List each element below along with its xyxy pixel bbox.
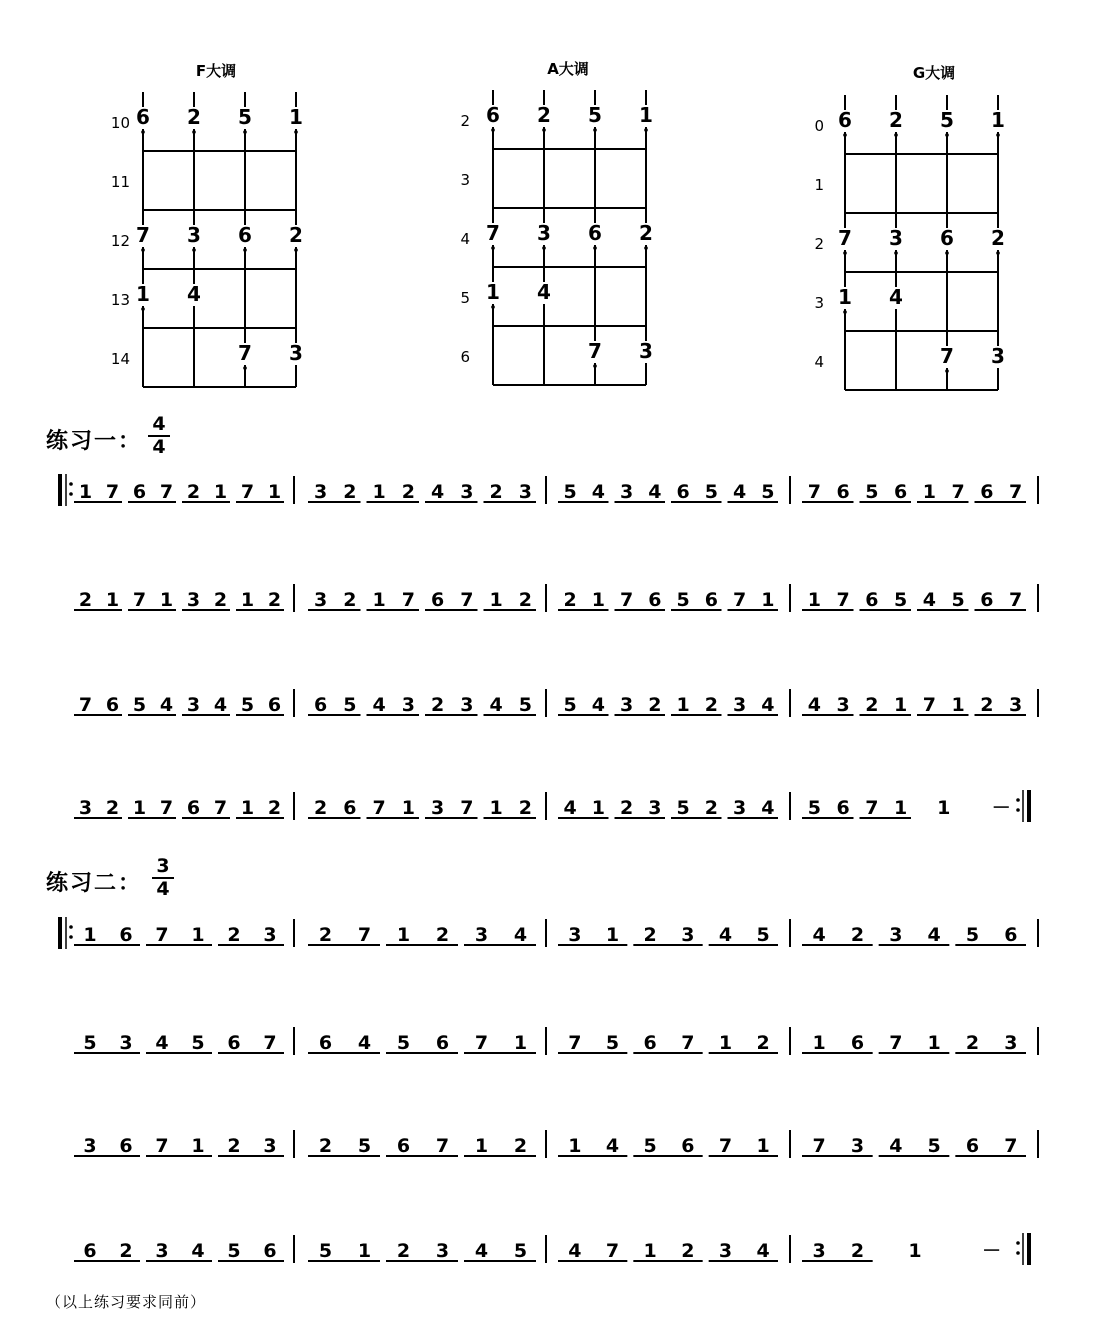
score-note: 2 [318, 1135, 333, 1157]
score-note: 7 [865, 797, 879, 819]
score-note: 4 [591, 481, 605, 503]
score-note: 6 [643, 1032, 657, 1054]
repeat-dot [1016, 808, 1020, 812]
score-note: 5 [513, 1240, 528, 1262]
score-note: 3 [1004, 1032, 1018, 1054]
score-note: 6 [704, 589, 718, 611]
score-note: 4 [474, 1240, 489, 1262]
fret-number: 13 [110, 291, 130, 309]
time-bottom: 4 [152, 436, 166, 458]
score-note: 6 [318, 1032, 333, 1054]
score-note: 5 [132, 694, 147, 716]
score-note: 6 [227, 1032, 241, 1054]
score-note: 1 [240, 797, 255, 819]
note-number: 5 [238, 105, 252, 129]
note-number: 7 [238, 341, 252, 365]
fret-number: 10 [110, 114, 130, 132]
score-note: 5 [894, 589, 908, 611]
note-number: 1 [289, 105, 303, 129]
repeat-dot [1016, 1251, 1020, 1255]
score-note: － [982, 1240, 1002, 1262]
score-note: 1 [718, 1032, 733, 1054]
score-note: 7 [460, 589, 474, 611]
score-note: 4 [591, 694, 605, 716]
score-note: 1 [591, 797, 605, 819]
score-note: 4 [761, 694, 775, 716]
note-number: 7 [588, 339, 602, 363]
score-note: 3 [812, 1240, 826, 1262]
fret-number: 3 [460, 171, 470, 189]
score-note: 6 [435, 1032, 450, 1054]
score-note: 6 [836, 481, 850, 503]
score-note: 7 [718, 1135, 733, 1157]
score-note: 7 [460, 797, 474, 819]
score-note: 7 [889, 1032, 903, 1054]
score-note: 5 [676, 797, 690, 819]
score-note: 2 [435, 924, 450, 946]
score-note: 2 [401, 481, 415, 503]
score-note: 1 [761, 589, 775, 611]
score-note: 5 [83, 1032, 97, 1054]
score-note: 6 [186, 797, 201, 819]
score-note: 4 [431, 481, 445, 503]
score-note: 2 [681, 1240, 695, 1262]
note-number: 1 [639, 103, 653, 127]
score-note: 3 [836, 694, 850, 716]
score-note: 2 [643, 924, 657, 946]
score-note: 4 [213, 694, 228, 716]
score-note: 3 [889, 924, 903, 946]
score-note: 5 [761, 481, 775, 503]
score-note: 2 [865, 694, 879, 716]
score-note: 4 [648, 481, 662, 503]
score-note: 5 [704, 481, 718, 503]
score-note: 4 [563, 797, 577, 819]
score-note: 1 [489, 797, 503, 819]
score-note: 6 [980, 589, 994, 611]
score-note: 3 [620, 481, 634, 503]
score-note: 3 [850, 1135, 865, 1157]
score-note: 2 [105, 797, 120, 819]
score-note: 3 [568, 924, 582, 946]
note-number: 6 [136, 105, 150, 129]
score-note: 7 [681, 1032, 695, 1054]
note-number: 1 [136, 282, 150, 306]
score-note: 4 [922, 589, 936, 611]
repeat-dot [69, 925, 73, 929]
fret-number: 4 [814, 353, 824, 371]
score-note: 7 [620, 589, 634, 611]
score-note: 2 [119, 1240, 133, 1262]
note-number: 7 [486, 221, 500, 245]
note-number: 5 [940, 108, 954, 132]
note-number: 4 [187, 282, 201, 306]
score-note: 3 [1009, 694, 1023, 716]
score-note: 3 [460, 481, 474, 503]
score-note: 4 [489, 694, 503, 716]
fret-number: 12 [110, 232, 130, 250]
score-note: 1 [489, 589, 503, 611]
score-note: 7 [159, 797, 174, 819]
score-note: 7 [155, 924, 169, 946]
time-bottom: 4 [156, 878, 170, 900]
score-note: 3 [431, 797, 445, 819]
score-note: 4 [733, 481, 747, 503]
note-number: 3 [639, 339, 653, 363]
score-note: 3 [119, 1032, 133, 1054]
fret-number: 2 [814, 235, 824, 253]
score-note: 1 [474, 1135, 489, 1157]
score-note: 2 [318, 924, 333, 946]
score-note: 3 [401, 694, 415, 716]
score-note: 4 [357, 1032, 372, 1054]
score-note: 2 [396, 1240, 411, 1262]
note-number: 2 [639, 221, 653, 245]
score-note: 5 [357, 1135, 372, 1157]
score-note: 3 [681, 924, 695, 946]
note-number: 1 [838, 285, 852, 309]
score-note: 3 [435, 1240, 450, 1262]
score-note: 2 [227, 1135, 241, 1157]
note-number: 2 [991, 226, 1005, 250]
score-note: 3 [263, 1135, 277, 1157]
score-note: 6 [980, 481, 994, 503]
score-note: 6 [314, 694, 328, 716]
note-number: 6 [940, 226, 954, 250]
score-note: 7 [240, 481, 255, 503]
score-note: 1 [159, 589, 174, 611]
score-note: 6 [105, 694, 120, 716]
score-note: 1 [357, 1240, 372, 1262]
score-note: 3 [620, 694, 634, 716]
score-note: 6 [132, 481, 147, 503]
score-note: 2 [756, 1032, 770, 1054]
score-note: 2 [850, 924, 865, 946]
fret-number: 3 [814, 294, 824, 312]
score-note: 4 [889, 1135, 903, 1157]
score-note: 4 [718, 924, 733, 946]
score-note: 4 [159, 694, 174, 716]
score-note: 2 [213, 589, 228, 611]
score-note: 3 [474, 924, 489, 946]
fret-number: 2 [460, 112, 470, 130]
score-note: 4 [191, 1240, 205, 1262]
score-note: 1 [267, 481, 282, 503]
score-note: 4 [927, 924, 941, 946]
score-note: 7 [1009, 481, 1023, 503]
score-note: 1 [105, 589, 120, 611]
time-top: 4 [152, 413, 166, 435]
note-number: 1 [991, 108, 1005, 132]
score-note: 3 [186, 694, 201, 716]
score-note: 1 [372, 589, 386, 611]
score-note: 6 [865, 589, 879, 611]
score-note: 7 [474, 1032, 489, 1054]
score-note: 1 [591, 589, 605, 611]
score-note: 2 [267, 589, 282, 611]
score-note: 5 [563, 481, 577, 503]
note-number: 7 [940, 344, 954, 368]
score-note: 4 [513, 924, 528, 946]
exercise-2-title: 练习二： [46, 871, 143, 896]
score-note: 3 [733, 797, 747, 819]
score-note: 5 [951, 589, 965, 611]
score-note: 5 [343, 694, 357, 716]
fret-number: 0 [814, 117, 824, 135]
score-note: 1 [812, 1032, 826, 1054]
score-note: 1 [894, 694, 908, 716]
score-note: 7 [357, 924, 372, 946]
score-note: 1 [513, 1032, 528, 1054]
score-note: 5 [318, 1240, 333, 1262]
score-note: 1 [922, 481, 936, 503]
score-note: 7 [568, 1032, 582, 1054]
score-note: 1 [191, 1135, 205, 1157]
score-note: 7 [105, 481, 120, 503]
score-note: 1 [240, 589, 255, 611]
score-note: 1 [894, 797, 908, 819]
score-note: 2 [850, 1240, 865, 1262]
score-note: 6 [119, 1135, 133, 1157]
note-number: 4 [889, 285, 903, 309]
score-note: 6 [836, 797, 850, 819]
fret-number: 6 [460, 348, 470, 366]
score-note: 2 [78, 589, 93, 611]
chart-title: G大调 [912, 64, 956, 82]
score-note: 2 [267, 797, 282, 819]
score-note: 1 [191, 924, 205, 946]
note-number: 3 [991, 344, 1005, 368]
note-number: 2 [187, 105, 201, 129]
score-note: 2 [343, 481, 357, 503]
score-note: 6 [965, 1135, 980, 1157]
fret-number: 11 [110, 173, 130, 191]
score-note: 1 [908, 1240, 922, 1262]
score-note: 3 [460, 694, 474, 716]
score-note: 3 [648, 797, 662, 819]
score-note: 5 [756, 924, 770, 946]
score-note: 2 [980, 694, 994, 716]
score-note: 6 [396, 1135, 411, 1157]
score-note: 2 [314, 797, 328, 819]
score-note: 7 [812, 1135, 826, 1157]
note-number: 6 [486, 103, 500, 127]
chart-title: A大调 [547, 60, 589, 78]
score-note: 2 [704, 797, 718, 819]
score-note: 4 [568, 1240, 582, 1262]
exercise-1-title: 练习一： [46, 429, 143, 454]
score-note: 1 [927, 1032, 941, 1054]
score-note: 4 [756, 1240, 770, 1262]
score-note: 4 [372, 694, 386, 716]
score-note: 3 [518, 481, 532, 503]
score-note: 4 [807, 694, 821, 716]
score-note: 1 [396, 924, 411, 946]
score-note: 5 [396, 1032, 411, 1054]
score-note: 4 [605, 1135, 620, 1157]
score-note: 3 [314, 481, 328, 503]
footnote: （以上练习要求同前） [46, 1293, 207, 1311]
score-note: 6 [850, 1032, 865, 1054]
score-note: 1 [78, 481, 93, 503]
score-note: 7 [951, 481, 965, 503]
score-note: 1 [213, 481, 228, 503]
score-note: 7 [435, 1135, 450, 1157]
score-note: 7 [78, 694, 93, 716]
score-note: 7 [401, 589, 415, 611]
score-note: 7 [263, 1032, 277, 1054]
score-note: 6 [343, 797, 357, 819]
score-note: 3 [314, 589, 328, 611]
score-note: 2 [563, 589, 577, 611]
score-note: 5 [865, 481, 879, 503]
score-note: 6 [894, 481, 908, 503]
score-note: 1 [568, 1135, 582, 1157]
score-note: 6 [1004, 924, 1018, 946]
note-number: 5 [588, 103, 602, 127]
score-note: 6 [83, 1240, 97, 1262]
score-note: 5 [563, 694, 577, 716]
score-note: 2 [343, 589, 357, 611]
score-note: 4 [155, 1032, 169, 1054]
score-note: 2 [227, 924, 241, 946]
score-note: 3 [186, 589, 201, 611]
fret-number: 1 [814, 176, 824, 194]
note-number: 2 [289, 223, 303, 247]
score-note: 5 [605, 1032, 620, 1054]
score-note: 7 [807, 481, 821, 503]
score-note: 5 [227, 1240, 241, 1262]
score-note: 1 [756, 1135, 770, 1157]
score-note: 1 [401, 797, 415, 819]
score-note: 1 [83, 924, 97, 946]
score-note: 5 [807, 797, 821, 819]
score-note: 2 [704, 694, 718, 716]
note-number: 6 [838, 108, 852, 132]
score-note: 7 [155, 1135, 169, 1157]
score-note: 5 [927, 1135, 941, 1157]
chart-title: F大调 [195, 62, 237, 80]
note-number: 7 [838, 226, 852, 250]
fret-number: 14 [110, 350, 130, 368]
score-note: 3 [78, 797, 93, 819]
score-note: 3 [263, 924, 277, 946]
note-number: 3 [537, 221, 551, 245]
score-note: 5 [191, 1032, 205, 1054]
score-note: 1 [132, 797, 147, 819]
score-note: 2 [489, 481, 503, 503]
score-note: 3 [733, 694, 747, 716]
score-note: 6 [267, 694, 282, 716]
score-note: 3 [155, 1240, 169, 1262]
note-number: 4 [537, 280, 551, 304]
note-number: 6 [238, 223, 252, 247]
score-note: 7 [159, 481, 174, 503]
repeat-dot [1016, 1241, 1020, 1245]
repeat-dot [69, 935, 73, 939]
note-number: 3 [289, 341, 303, 365]
note-number: 6 [588, 221, 602, 245]
score-note: 1 [372, 481, 386, 503]
note-number: 7 [136, 223, 150, 247]
score-note: 4 [761, 797, 775, 819]
score-note: 7 [1009, 589, 1023, 611]
score-note: 6 [648, 589, 662, 611]
score-note: 1 [676, 694, 690, 716]
time-top: 3 [156, 855, 170, 877]
score-note: 2 [965, 1032, 980, 1054]
score-note: 1 [951, 694, 965, 716]
score-note: 7 [922, 694, 936, 716]
score-note: 2 [518, 589, 532, 611]
score-note: 2 [648, 694, 662, 716]
score-note: 1 [643, 1240, 657, 1262]
note-number: 3 [889, 226, 903, 250]
score-note: 1 [807, 589, 821, 611]
repeat-dot [69, 482, 73, 486]
score-note: 2 [431, 694, 445, 716]
score-note: 7 [132, 589, 147, 611]
repeat-dot [69, 492, 73, 496]
score-note: 7 [372, 797, 386, 819]
score-note: 6 [681, 1135, 695, 1157]
fret-number: 4 [460, 230, 470, 248]
score-note: 6 [263, 1240, 277, 1262]
fret-number: 5 [460, 289, 470, 307]
score-note: 6 [119, 924, 133, 946]
score-note: 2 [620, 797, 634, 819]
score-note: 2 [513, 1135, 528, 1157]
score-note: 5 [643, 1135, 657, 1157]
score-note: 3 [83, 1135, 97, 1157]
score-note: 7 [1004, 1135, 1018, 1157]
score-note: 2 [186, 481, 201, 503]
note-number: 2 [889, 108, 903, 132]
score-note: 5 [240, 694, 255, 716]
score-note: 1 [605, 924, 620, 946]
score-note: 6 [676, 481, 690, 503]
score-note: 2 [518, 797, 532, 819]
note-number: 1 [486, 280, 500, 304]
score-note: 5 [965, 924, 980, 946]
score-note: － [991, 797, 1011, 819]
score-note: 7 [605, 1240, 620, 1262]
note-number: 3 [187, 223, 201, 247]
score-note: 7 [733, 589, 747, 611]
score-note: 7 [836, 589, 850, 611]
score-note: 7 [213, 797, 228, 819]
score-note: 5 [676, 589, 690, 611]
score-note: 5 [518, 694, 532, 716]
score-note: 4 [812, 924, 826, 946]
score-note: 3 [718, 1240, 733, 1262]
repeat-dot [1016, 798, 1020, 802]
score-note: 1 [937, 797, 951, 819]
note-number: 2 [537, 103, 551, 127]
score-note: 6 [431, 589, 445, 611]
